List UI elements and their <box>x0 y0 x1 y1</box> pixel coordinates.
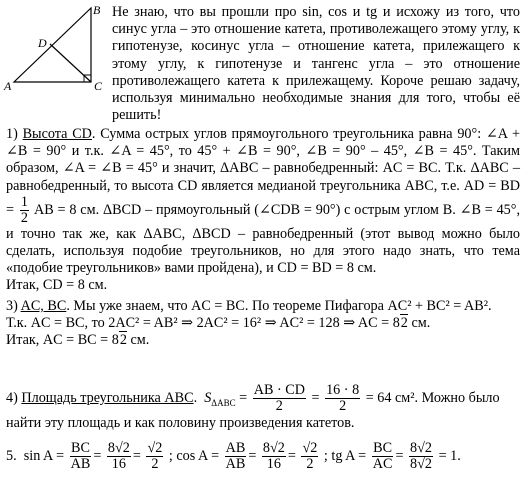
cos-label: ; cos A = <box>168 448 220 464</box>
tg-label: ; tg A = <box>323 448 367 464</box>
pythagoras-equation: AC² + BC² = AB². <box>387 298 492 314</box>
tg-fraction-1: $\frac{BC}{AC}$ <box>372 440 393 473</box>
point-label-c: C <box>94 79 103 93</box>
cos-fraction-1: $\frac{AB}{AB}$ <box>225 440 246 473</box>
unit-text: см. <box>126 332 150 349</box>
point-label-d: D <box>38 36 47 50</box>
section-text: найти эту площадь и как половину произведения катетов. <box>6 415 355 431</box>
section-text: т.е. AD = BD = <box>6 177 520 218</box>
section-number: 3) <box>6 298 18 314</box>
sin-fraction-2: $\frac{8√2}{16}$ <box>107 440 130 473</box>
section-trig: 5. sin A = $\frac{BC}{AB}$ = $\frac{8√2}{16}$ = $\frac{√2}{2}$ ; cos A = $\frac{AB}{AB}$ = $\frac{8√2}{16}$ = $\frac{√2}{2}$ ; tg A = $\frac{BC}{AC}$ = $\frac{8√2}{8√2}$ = 1. <box>6 440 461 473</box>
section-title: AC, BC <box>20 298 67 314</box>
section-ac-bc <box>6 298 520 350</box>
section-text: ∠A + ∠B = 90° и т.к. ∠A = 45°, то 45° + ∠B = 90°, ∠B = 90° – 45°, ∠B = 45°. Таким образом, ∠A = ∠B = 45° и значит, ΔABC – равнобедренный: AC = BC. Т.к. ΔABC – равнобедренный, то высота CD является медианой треугольника ABC, <box>6 126 520 194</box>
section-text: . Сумма острых углов прямоугольного треугольника равна 90°: <box>91 126 482 142</box>
section-number: 4) <box>6 390 18 406</box>
section-text: Т.к. AC = BC, то 2AC² = AB² ⇒ 2AC² = 16² ⇒ AC² = 128 ⇒ AC = 8 <box>6 315 400 332</box>
sqrt-value: 2 <box>119 332 127 349</box>
fraction-one-half: $\frac{1}{2}$ <box>20 193 28 226</box>
section-conclusion: Итак, CD = 8 см. <box>6 277 108 294</box>
section-height-cd <box>6 126 520 295</box>
area-result: = 64 см². Можно было <box>365 390 500 406</box>
intro-paragraph: Не знаю, что вы прошли про sin, cos и tg и исхожу из того, что синус угла – это отношение катета, противолежащего этому углу, к гипотенузе, косинус угла – отношение катета, прилежащего к этому углу, к гипотенузе и тангенс угла – это отношение противолежащего катета к прилежащему. Короче решаю задачу, используя минимально необходимые знания для того, чтобы её решить! <box>112 4 520 124</box>
point-label-a: A <box>4 79 12 93</box>
equals-sign: = <box>311 390 320 406</box>
sin-fraction-3: $\frac{√2}{2}$ <box>147 440 163 473</box>
area-fraction-numeric: $\frac{16 \cdot 8}{2}$ <box>326 382 360 415</box>
section-number: 5. <box>6 448 17 464</box>
section-area <box>6 381 520 432</box>
section-text: . Мы уже знаем, что AC = BC. По теореме Пифагора <box>66 298 384 314</box>
point-label-b: B <box>93 3 101 17</box>
triangle-figure <box>0 0 110 100</box>
sqrt-value: 2 <box>400 315 408 332</box>
sin-fraction-1: $\frac{BC}{AB}$ <box>70 440 91 473</box>
section-text: AB = 8 см. ΔBCD – прямоугольный (∠CDB = 90°) с острым углом B. ∠B = 45°, и точно так же, как ΔABC, ΔBCD – равнобедренный (этот вывод можно было сделать, используя подобие треугольников, но для этого надо знать, что тема «подобие треугольников» вами пройдена), и CD = BD = 8 см. <box>6 201 521 277</box>
equals-sign: = <box>239 390 248 406</box>
section-conclusion: Итак, AC = BC = 8 <box>6 332 119 349</box>
unit-text: см. <box>407 315 431 332</box>
cos-fraction-3: $\frac{√2}{2}$ <box>302 440 318 473</box>
punct: . <box>193 390 198 406</box>
cos-fraction-2: $\frac{8√2}{16}$ <box>262 440 285 473</box>
area-fraction-symbolic: $\frac{AB \cdot CD}{2}$ <box>253 382 305 415</box>
section-title: Высота CD <box>22 126 92 142</box>
tg-result: = 1. <box>438 448 461 464</box>
area-subscript: ΔABC <box>211 397 236 408</box>
area-symbol: S <box>204 390 212 406</box>
section-number: 1) <box>6 126 18 142</box>
sin-label: sin A = <box>23 448 65 464</box>
section-title: Площадь треугольника ABC <box>21 390 194 406</box>
tg-fraction-2: $\frac{8√2}{8√2}$ <box>410 440 433 473</box>
